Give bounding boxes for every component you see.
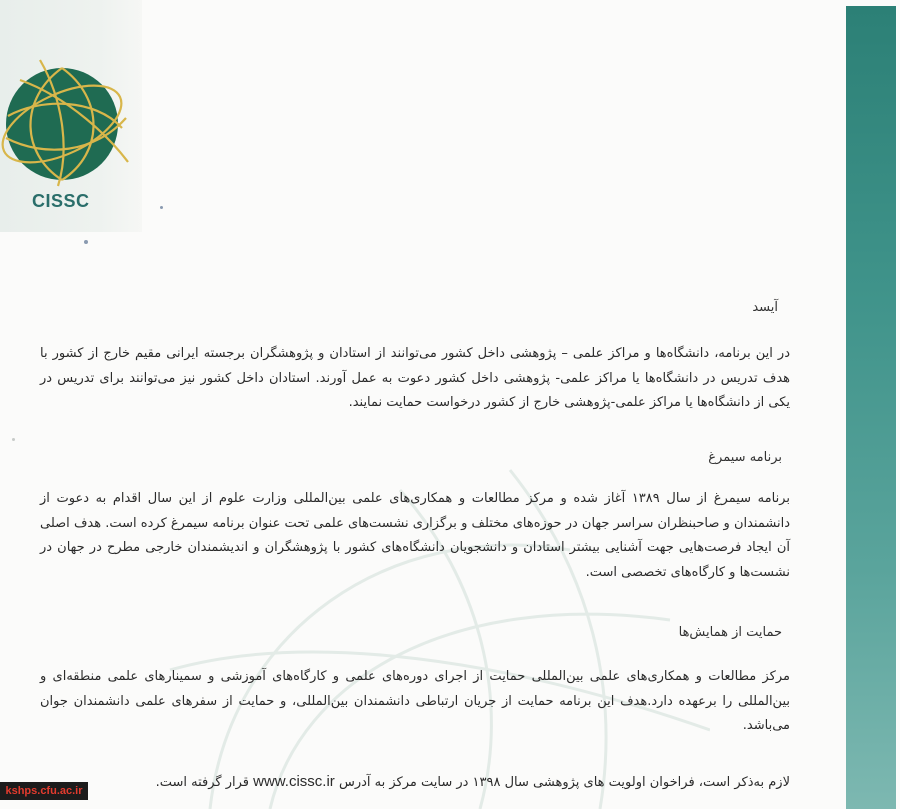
footer-note-after: قرار گرفته است.	[155, 775, 254, 790]
section-heading-simorgh: برنامه سیمرغ	[708, 450, 782, 465]
cissc-globe-logo-icon	[0, 58, 134, 188]
section-heading-conferences: حمایت از همایش‌ها	[678, 625, 782, 640]
cissc-website-link[interactable]: www.cissc.ir	[253, 773, 335, 790]
source-site-tag: kshps.cfu.ac.ir	[0, 782, 88, 800]
footer-note	[40, 770, 790, 796]
scan-speck	[160, 206, 163, 209]
scan-speck	[84, 240, 88, 244]
right-accent-bar	[846, 6, 896, 809]
cissc-logo-text: CISSC	[32, 191, 90, 211]
section-body-iced: در این برنامه، دانشگاه‌ها و مراکز علمی – پژوهشی داخل کشور می‌توانند از استادان و پژوهشگران برجسته ایرانی مقیم خارج از کشور با هدف تدریس در دانشگاه‌ها یا مراکز علمی- پژوهشی داخل کشور دعوت به عمل آورند. استادان داخل کشور نیز می‌توانند برای تدریس در یکی از دانشگاه‌ها یا مراکز علمی-پژوهشی خارج از کشور درخواست حمایت نمایند.	[40, 346, 790, 410]
footer-note-before: لازم به‌ذکر است، فراخوان اولویت های پژوهشی سال ۱۳۹۸ در سایت مرکز به آدرس	[334, 775, 790, 790]
section-body-simorgh: برنامه سیمرغ از سال ۱۳۸۹ آغاز شده و مرکز مطالعات و همکاری‌های علمی بین‌المللی وزارت علوم از این سال اقدام به دعوت از دانشمندان و صاحبنظران سراسر جهان در حوزه‌های مختلف و برگزاری نشست‌های علمی تحت عنوان برنامه سیمرغ کرده است. هدف اصلی آن ایجاد فرصت‌هایی جهت آشنایی بیشتر استادان و دانشجویان دانشگاه‌های کشور با پژوهشگران و اندیشمندان خارجی مطرح در جهان در نشست‌ها و کارگاه‌های تخصصی است.	[40, 491, 790, 580]
scan-speck	[12, 438, 15, 441]
section-body-conferences: مرکز مطالعات و همکاری‌های علمی بین‌المللی حمایت از اجرای دوره‌های علمی و کارگاه‌های آموزشی و سمینارهای علمی منطقه‌ای و بین‌المللی را برعهده دارد.هدف این برنامه حمایت از جریان ارتباطی دانشمندان بین‌المللی، و حمایت از سفرهای علمی دانشمندان جوان می‌باشد.	[40, 669, 790, 733]
section-heading-iced: آیسد	[752, 300, 778, 315]
